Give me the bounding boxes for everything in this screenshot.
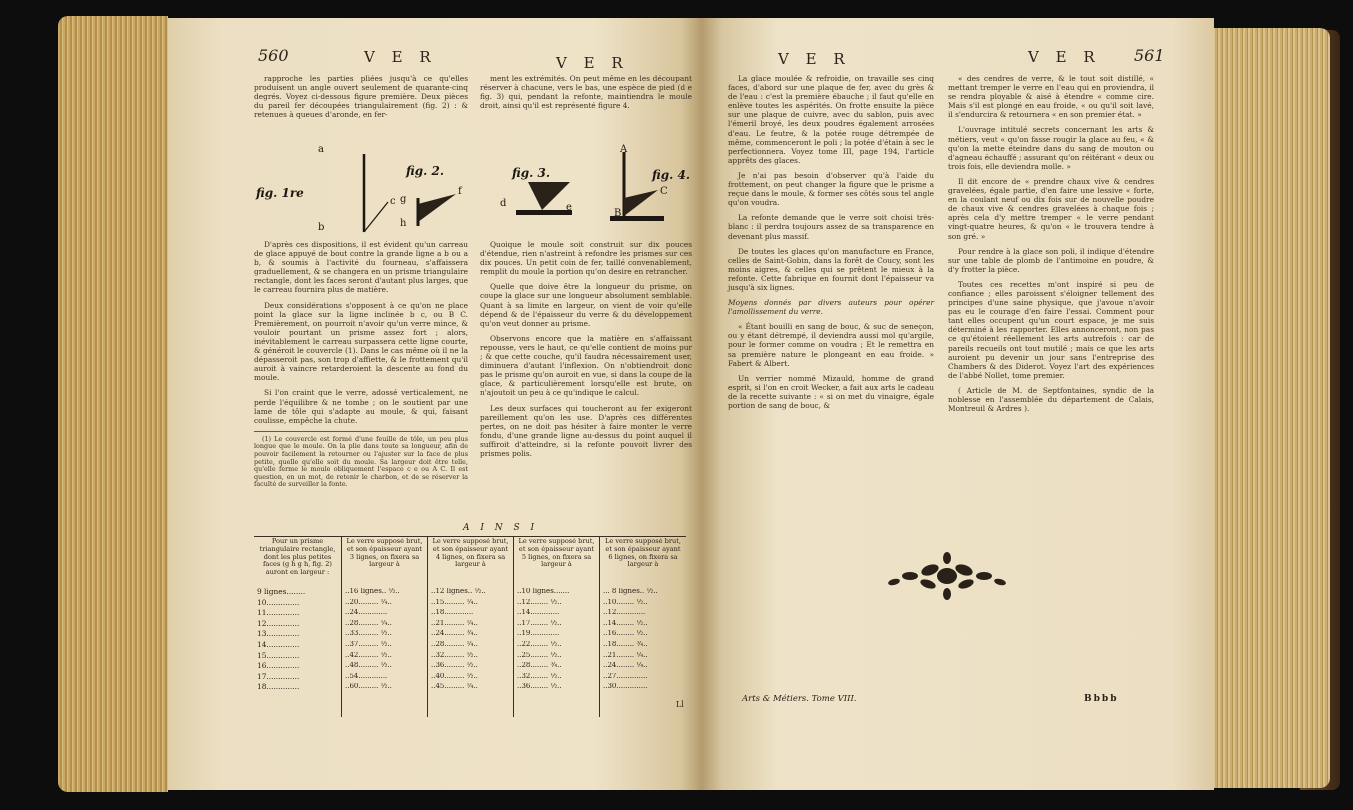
table-cell: ..36........ ½.. [517,683,562,691]
paragraph: Je n'ai pas besoin d'observer qu'à l'aide du frottement, on peut changer la figure que le prisme a reçue dans le moule, & former ses côtés sous tel angle qu'on voudra. [728,170,934,208]
footer-signature: Bbbb [1084,694,1119,704]
table-cell: ..14........ ½.. [603,619,648,627]
table-cell: ..19............. [517,630,560,638]
paragraph: L'ouvrage intitulé secrets concernant les arts & métiers, veut « qu'on fasse rougir la glace au feu, « & qu'on la mette éteindre dans du sang de mouton ou d'agneau échauffé ; assurant qu'on réitérant « deux ou trois fois, elle deviendra molle. » [948,125,1154,171]
fig-label-C: C [660,186,668,197]
table-cell: 12.............. [257,619,300,628]
table-cell: ..24............. [345,609,388,617]
table-cell: 11.............. [257,609,300,618]
left-col1-body [254,240,468,492]
fig-label-e: e [566,202,572,213]
right-col1 [728,74,934,416]
table-cell: ..21......... ¼.. [431,619,478,627]
paragraph: Il dit encore de « prendre chaux vive & cendres gravelées, égale partie, d'en faire une lessive « forte, en la coulant neuf ou dix fois sur de nouvelle poudre de chaux vive & cendres gravelées à chaque fois ; après cela d'y mettre tremper « le verre pendant vingt-quatre heures, & qu'on « le trouvera tendre à son gré. » [948,176,1154,241]
table-cell: ..28........ ¾.. [517,662,562,670]
table-cell: ..37......... ½.. [345,640,392,648]
paragraph: Toutes ces recettes m'ont inspiré si peu de confiance ; elles paroissent s'éloigner tellement des principes d'une saine physique, que j'avoue n'avoir pas eu le courage d'en faire l'essai. Comment pour tant elles occupent qu'un court espace, je me suis déterminé à les rapporter. Elles annonceront, non pas ce qu'étoient réellement les arts autrefois : car de pareils recueils ont tout mutilé ; mais ce que les arts auroient pu devenir un jour sans l'entreprise des Chambers & des Diderot. Voyez l'art des expériences de l'abbé Nollet, tome premier. [948,279,1154,380]
fig-label-A: A [620,144,628,155]
table-header: Le verre supposé brut, et son épaisseur ayant 6 lignes, on fixera sa largeur à [604,538,682,569]
table-cell: ..42......... ½.. [345,651,392,659]
paragraph: Quoique le moule soit construit sur dix pouces d'étendue, rien n'astreint à refondre les prismes sur ces dix pouces. Un petit coin de fer, taillé convenablement, remplit du moule la portion qu'on desire en retrancher. [480,240,692,277]
table-cell: ..20......... ¼.. [345,598,392,606]
table-cell: ..48......... ½.. [345,662,392,670]
right-page-header-1: V E R [778,50,851,68]
table-cell: ..28......... ¼.. [431,640,478,648]
paragraph: rapproche les parties pliées jusqu'à ce qu'elles produisent un angle ouvert seulement de quarante-cinq degrés. Voyez ci-dessous figure première. Deux pièces du pareil fer découpées triangulairement (fig. 2) : & retenues à queues d'aronde, en fer- [254,74,468,120]
footer-title: Arts & Métiers. Tome VIII. [742,694,857,704]
table-cell: ..10........ ½.. [603,598,648,606]
left-page-edges [58,16,168,792]
table-cell: ..24........ ¼.. [603,662,648,670]
right-page-header-2: V E R [1028,48,1101,66]
table-cell: ..45......... ¼.. [431,683,478,691]
paragraph: D'après ces dispositions, il est évident qu'un carreau de glace appuyé de bout contre la grande ligne a b ou a b, & soumis à l'activité du fourneau, s'affaissera graduellement, & se changera en un prisme triangulaire rectangle, dont les faces seront d'autant plus larges, que le carreau fournira plus de matière. [254,240,468,295]
fig-label-b: b [318,222,325,233]
table-cell: 15.............. [257,651,300,660]
table-cell: ..22........ ½.. [517,640,562,648]
table-column-5 [600,537,686,717]
paragraph: « des cendres de verre, & le tout soit distillé, « mettant tremper le verre en l'eau qui en proviendra, il se rendra ployable & aisé à étendre « comme cire. Mais s'il est plongé en eau froide, « ou qu'il soit lavé, il s'endurcira & retournera « en son premier état. » [948,74,1154,120]
paragraph: Pour rendre à la glace son poli, il indique d'étendre sur une table de plomb de l'antimoine en poudre, & d'y frotter la pièce. [948,246,1154,274]
left-col2-top [480,74,692,116]
left-col1-top [254,74,468,125]
table-header: Le verre supposé brut, et son épaisseur ayant 4 lignes, on fixera sa largeur à [432,538,509,569]
paragraph: « Étant bouilli en sang de bouc, & suc de seneçon, ou y étant détrempé, il deviendra aussi mol qu'argile, pour le former comme on voudra ; Et le remettra en sa première nature le plongeant en eau froide. » Fabert & Albert. [728,322,934,368]
right-page-edges [1210,28,1330,788]
paragraph: ment les extrémités. On peut même en les découpant réserver à chacune, vers le bas, une espèce de pied (d e fig. 3) qui, pendant la refonte, maintiendra le moule droit, ainsi qu'il est représenté figure 4. [480,74,692,111]
table-cell: 9 lignes........ [257,588,306,596]
table-cell: ..40......... ½.. [431,672,478,680]
table-cell: 16.............. [257,662,300,671]
fig-label-c: c [390,196,396,207]
paragraph: Un verrier nommé Mizauld, homme de grand esprit, si l'on en croit Wecker, a fait aux arts le cadeau de la recette suivante : « si on met du vinaigre, égale portion de sang de bouc, & [728,373,934,410]
section-title: Moyens donnés par divers auteurs pour opérer l'amollissement du verre. [728,298,934,317]
table-cell: ..60......... ½.. [345,683,392,691]
table-cell: 10.............. [257,598,300,607]
table-cell: ..16 lignes.. ½.. [345,588,400,595]
left-col2-body [480,240,692,464]
paragraph: Observons encore que la matière en s'affaissant repousse, vers le haut, ce qu'elle contient de moins pur ; & que cette couche, qu'il faudra nécessairement user, diminuera d'autant l'inflexion. On n'obtiendroit donc pas le prisme qu'on auroit en vue, si dans la coupe de la glace, & particulièrement lorsqu'elle est brute, on n'ajoutoit un peu à ce qu'indique le calcul. [480,333,692,398]
fig-label-B: B [614,208,622,219]
table-cell: ..12 lignes.. ½.. [431,588,486,595]
figure-3-4-drawing [488,144,688,236]
right-col2 [948,74,1154,419]
table-cell: ..32......... ½.. [431,651,478,659]
table-cell: 18.............. [257,683,300,692]
table-cell: ..16........ ½.. [603,630,648,638]
table-cell: 17.............. [257,672,300,681]
fig-label-f: f [458,186,462,197]
paragraph: Si l'on craint que le verre, adossé verticalement, ne perde l'équilibre & ne tombe ; on le soutient par une lame de tôle qui s'adapte au moule, & qui, faisant coulisse, empêche la chute. [254,388,468,425]
recipe-quotes [728,322,934,410]
right-page [702,18,1214,790]
table-cell: 13.............. [257,630,300,639]
left-page [168,18,702,790]
footnote [254,431,468,489]
table-column-1 [254,537,342,717]
paragraph: ( Article de M. de Septfontaines, syndic de la noblesse en l'assemblée du département de Calais, Montreuil & Ardres ). [948,385,1154,414]
fig-label-h: h [400,218,407,229]
table-cell: ..30.............. [603,683,648,691]
fig-label-g: g [400,194,407,205]
table-cell: ..28......... ¼.. [345,619,392,627]
table-cell: ..10 lignes....... [517,588,570,595]
table-cell: ..14............. [517,609,560,617]
table-cell: ..54............. [345,672,388,680]
figure-2-label: fig. 2. [406,164,444,178]
table-cell: ..33......... ½.. [345,630,392,638]
fig-label-d: d [500,198,507,209]
paragraph: Deux considérations s'opposent à ce qu'on ne place point la glace sur la ligne inclinée b c, ou B C. Premièrement, on pourroit n'avoir qu'un verre mince, & vouloir pourtant un prisme assez fort ; alors, inévitablement le carreau surpassera cette ligne courte, & généroit le couvercle (1). Dans le cas même où il ne la dépasseroit pas, son trop d'affiette, & le frottement qu'il auroit à vaincre retarderoient la descente au fond du moule. [254,300,468,383]
table-cell: ..17........ ½.. [517,619,562,627]
paragraph: La glace moulée & refroidie, on travaille ses cinq faces, d'abord sur une plaque de fer, avec du grès & de l'eau : c'est la première ébauche ; il faut qu'elle en enlève toutes les aspérités. On frotte ensuite la pièce sur une plaque de cuivre, avec du sablon, puis avec l'émeril broyé, les deux poudres également arrosées d'eau. Le feutre, & la potée rouge détrempée de même, commenceront le poli ; la potée d'étain à sec le perfectionnera. Voyez tome III, page 194, l'article apprêts des glaces. [728,74,934,165]
width-table [254,536,686,717]
table-cell: ..21........ ¼.. [603,651,648,659]
paragraph: Quelle que doive être la longueur du prisme, on coupe la glace sur une longueur absolument semblable. Quant à sa limite en largeur, on vient de voir qu'elle dépend & de l'épaisseur du verre & du développement qu'on veut donner au prisme. [480,282,692,328]
table-cell: 14.............. [257,640,300,649]
paragraph: De toutes les glaces qu'on manufacture en France, celles de Saint-Gobin, dans la forêt de Coucy, sont les moins aigres, & celles qui se prêtent le mieux à la refonte. Cette fabrique en fournit dont l'épaisseur va jusqu'à six lignes. [728,246,934,292]
paragraph: Les deux surfaces qui toucheront au fer exigeront pareillement qu'on les use. D'après ces différentes pertes, on ne doit pas hésiter à faire monter le verre fondu, d'une grande ligne au-dessus du point auquel il suffiroit d'atteindre, si la refonte pouvoit livrer des prismes polis. [480,403,692,458]
paragraph: La refonte demande que le verre soit choisi très-blanc : il perdra toujours assez de sa transparence en devenant plus massif. [728,213,934,241]
figure-1-2-drawing [308,142,468,242]
table-cell: ..36......... ½.. [431,662,478,670]
table-header: Le verre supposé brut, et son épaisseur ayant 3 lignes, on fixera sa largeur à [346,538,423,569]
fig-label-a: a [318,144,324,155]
signature-mark: Ll [676,700,684,709]
table-cell: ..12............. [603,609,646,617]
table-cell: ..27.............. [603,672,648,680]
right-page-number: 561 [1134,46,1165,65]
figure-1-label: fig. 1re [256,186,304,200]
table-header: Pour un prisme triangulaire rectangle, dont les plus petites faces (g h g h, fig. 2) auront en largeur : [259,538,336,577]
table-cell: ..18........ ¾.. [603,640,648,648]
table-cell: ..25........ ½.. [517,651,562,659]
table-column-4 [514,537,600,717]
table-cell: ..12........ ½.. [517,598,562,606]
floral-ornament-icon [880,548,1014,604]
table-cell: ..18............. [431,609,474,617]
table-cell: ... 8 lignes.. ½.. [603,588,658,595]
table-column-2 [342,537,428,717]
table-column-3 [428,537,514,717]
table-cell: ..15......... ¼.. [431,598,478,606]
left-page-number: 560 [258,46,289,65]
table-title: A I N S I [463,523,539,533]
figure-4-label: fig. 4. [652,168,690,182]
table-cell: ..24......... ¾.. [431,630,478,638]
left-page-header-2: V E R [556,54,629,72]
footnote-text: (1) Le couvercle est formé d'une feuille de tôle, un peu plus longue que le moule. On la plie dans toute sa longueur, afin de pouvoir facilement la retourner ou l'ajuster sur la face de plus petite, quelle qu'elle soit du moule. Sa largeur doit être telle, qu'elle ferme le moule obliquement l'espace c e ou A C. Il est question, en un mot, de retenir le charbon, et de se réserver la faculté de surveiller la fonte. [254,434,468,489]
figure-3-label: fig. 3. [512,166,550,180]
table-header: Le verre supposé brut, et son épaisseur ayant 5 lignes, on fixera sa largeur à [518,538,595,569]
table-cell: ..32........ ½.. [517,672,562,680]
left-page-header-1: V E R [364,48,437,66]
